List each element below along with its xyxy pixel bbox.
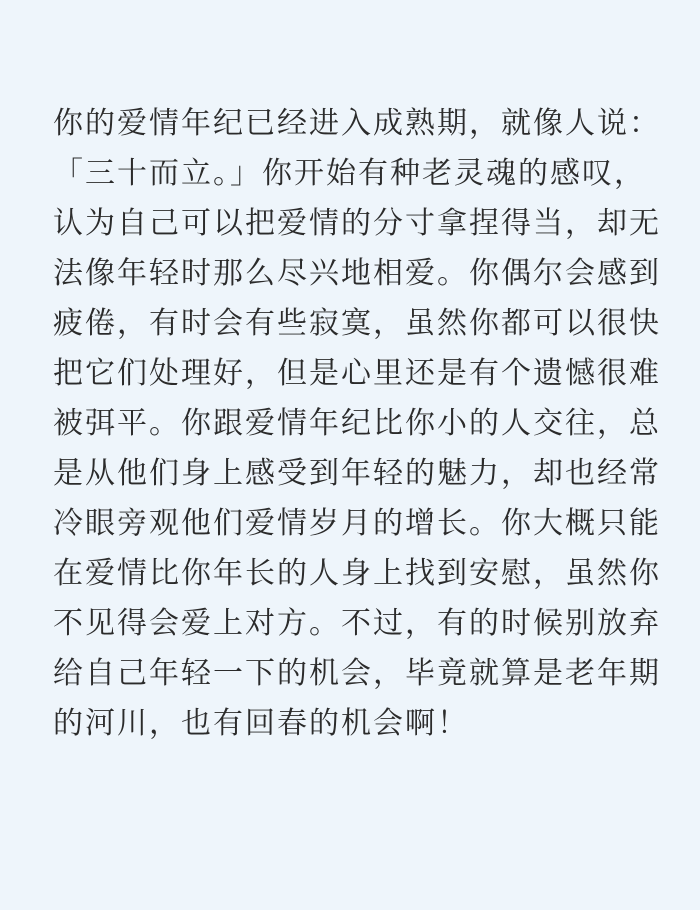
text-line: 的河川，也有回春的机会啊！: [53, 706, 469, 741]
text-line: 冷眼旁观他们爱情岁月的增长。你大概只能: [53, 506, 661, 541]
text-line: 在爱情比你年长的人身上找到安慰，虽然你: [53, 556, 661, 591]
text-line: 认为自己可以把爱情的分寸拿捏得当，却无: [53, 206, 661, 241]
text-line: 「三十而立。」你开始有种老灵魂的感叹，: [53, 156, 646, 191]
text-line: 法像年轻时那么尽兴地相爱。你偶尔会感到: [53, 256, 661, 291]
text-line: 给自己年轻一下的机会，毕竟就算是老年期: [53, 656, 661, 691]
text-line: 疲倦，有时会有些寂寞，虽然你都可以很快: [53, 306, 661, 341]
text-line: 是从他们身上感受到年轻的魅力，却也经常: [53, 456, 661, 491]
passage-text: [53, 99, 661, 749]
text-line: 你的爱情年纪已经进入成熟期，就像人说：: [53, 106, 661, 141]
text-line: 把它们处理好，但是心里还是有个遗憾很难: [53, 356, 661, 391]
text-line: 被弭平。你跟爱情年纪比你小的人交往，总: [53, 406, 661, 441]
text-line: 不见得会爱上对方。不过，有的时候别放弃: [53, 606, 661, 641]
